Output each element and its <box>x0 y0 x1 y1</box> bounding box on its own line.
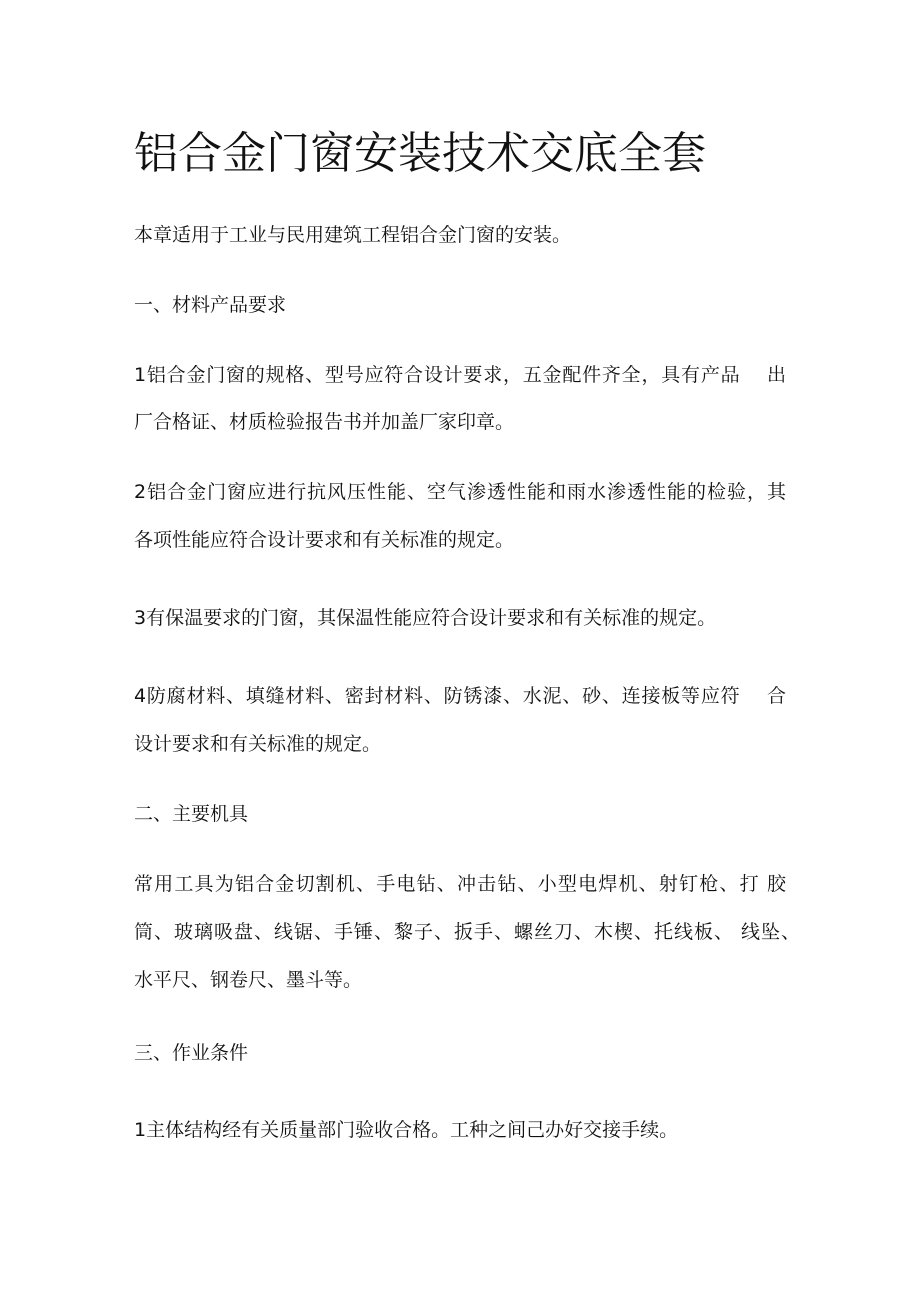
paragraph-line: 1主体结构经有关质量部门验收合格。工种之间己办好交接手续。 <box>134 1119 679 1141</box>
section-heading-conditions: 三、作业条件 <box>134 1042 249 1064</box>
paragraph-line: 水平尺、钢卷尺、墨斗等。 <box>134 969 363 991</box>
section-heading-materials: 一、材料产品要求 <box>134 294 287 316</box>
intro-text: 本章适用于工业与民用建筑工程铝合金门窗的安装。 <box>134 224 572 246</box>
paragraph-line: 1铝合金门窗的规格、型号应符合设计要求，五金配件齐全，具有产品 出 <box>134 364 786 386</box>
document-title: 铝合金门窗安装技术交底全套 <box>134 128 706 179</box>
paragraph-line: 4防腐材料、填缝材料、密封材料、防锈漆、水泥、砂、连接板等应符 合 <box>134 685 786 707</box>
section-heading-tools: 二、主要机具 <box>134 803 249 825</box>
paragraph-line: 3有保温要求的门窗，其保温性能应符合设计要求和有关标准的规定。 <box>134 607 717 629</box>
paragraph-line: 常用工具为铝合金切割机、手电钻、冲击钻、小型电焊机、射钉枪、打 胶 <box>134 873 786 895</box>
paragraph-line: 筒、玻璃吸盘、线锯、手锤、黎子、扳手、螺丝刀、木楔、托线板、 线坠、 <box>134 921 800 943</box>
paragraph-line: 设计要求和有关标准的规定。 <box>134 733 382 755</box>
paragraph-line: 2铝合金门窗应进行抗风压性能、空气渗透性能和雨水渗透性能的检验，其 <box>134 481 786 503</box>
paragraph-line: 各项性能应符合设计要求和有关标准的规定。 <box>134 529 515 551</box>
paragraph-line: 厂合格证、材质检验报告书并加盖厂家印章。 <box>134 411 515 433</box>
